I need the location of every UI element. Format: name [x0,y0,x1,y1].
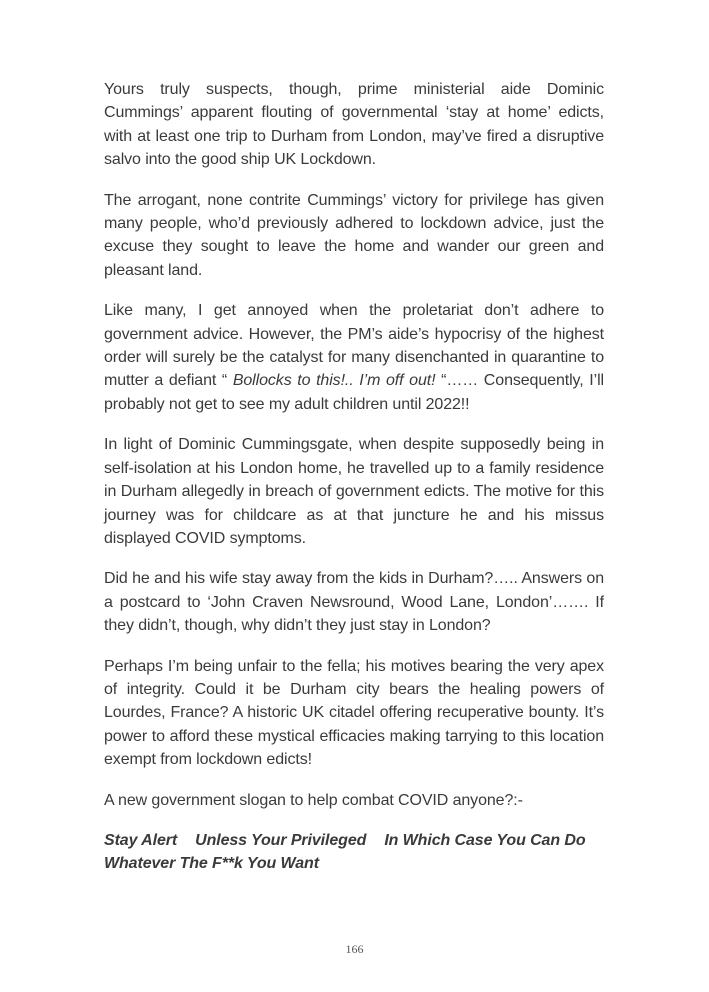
slogan-part-1: Stay Alert [104,831,178,849]
paragraph-3 [104,299,604,416]
paragraph-3-start: Like many, I get annoyed when the proletariat don’t adhere to government advice. However, the PM’s aide’s hypocrisy of the highest order will surely be the catalyst for many disenchanted in quarantine to mutter a defiant “ [104,302,604,390]
paragraph-3-end: “…… Consequently, I’ll probably not get to see my adult children until 2022!! [104,372,604,413]
paragraph-5: Did he and his wife stay away from the kids in Durham?….. Answers on a postcard to ‘John Craven Newsround, Wood Lane, London’……. If they didn’t, though, why didn’t they just stay in London? [104,570,604,635]
body-text [104,78,604,893]
slogan-part-3: In Which Case You Can Do Whatever The F**k You Want [104,831,586,873]
paragraph-2: The arrogant, none contrite Cummings’ victory for privilege has given many people, who’d previously adhered to lockdown advice, just the excuse they sought to leave the home and wander our green and pleasant land. [104,191,604,279]
page-number: 166 [345,942,364,956]
paragraph-3-quote: Bollocks to this!.. I’m off out! [232,372,436,390]
paragraph-4: In light of Dominic Cummingsgate, when despite supposedly being in self-isolation at his London home, he travelled up to a family residence in Durham allegedly in breach of government edicts. The motive for this journey was for childcare as at that juncture he and his missus displayed COVID symptoms. [104,436,604,547]
paragraph-6: Perhaps I’m being unfair to the fella; his motives bearing the very apex of integrity. Could it be Durham city bears the healing powers of Lourdes, France? A historic UK citadel offering recuperative bounty. It’s power to afford these mystical efficacies making tarrying to this location exempt from lockdown edicts! [104,657,604,769]
slogan [104,829,604,876]
paragraph-7: A new government slogan to help combat COVID anyone?:- [104,791,523,809]
paragraph-1: Yours truly suspects, though, prime ministerial aide Dominic Cummings’ apparent flouting of governmental ‘stay at home’ edicts, with at least one trip to Durham from London, may’ve fired a disruptive salvo into the good ship UK Lockdown. [104,81,604,169]
slogan-part-2: Unless Your Privileged [195,831,367,849]
